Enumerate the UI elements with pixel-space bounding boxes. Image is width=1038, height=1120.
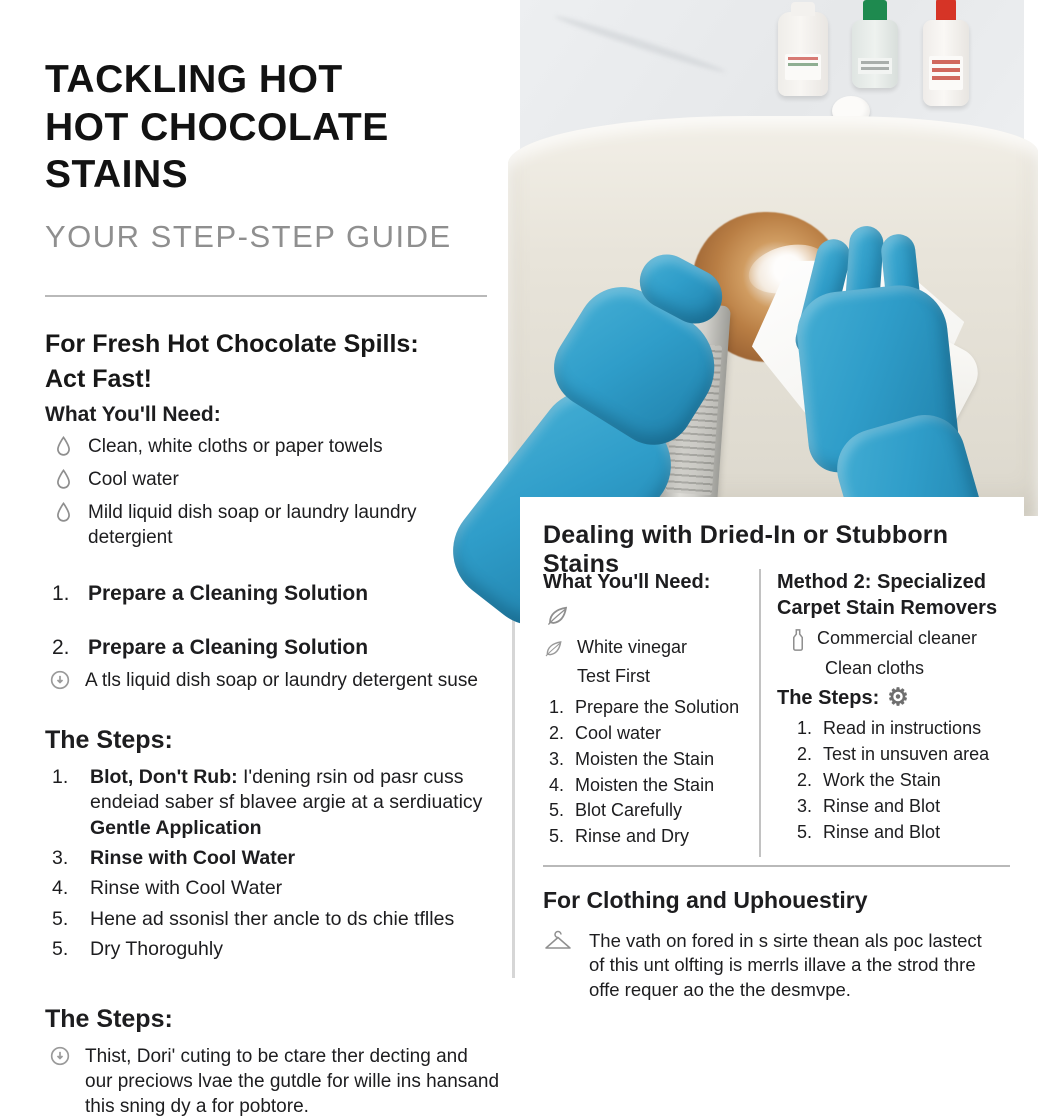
list-item: [543, 665, 759, 688]
clothing-heading: For Clothing and Uphouestiry: [543, 887, 868, 913]
step-item: 5. Dry Thoroguhly: [52, 938, 223, 961]
list-item-label: Cool water: [88, 468, 179, 490]
hanger-icon: [543, 931, 573, 953]
stubborn-heading: Dealing with Dried-In or Stubborn Stains: [543, 521, 949, 578]
step-item: [52, 765, 520, 841]
steps-heading: The Steps:: [45, 726, 173, 755]
gear-icon: ⚙: [887, 684, 909, 712]
droplet-icon: [55, 436, 72, 457]
cleaning-photo: [520, 0, 1024, 497]
fresh-spills-heading: For Fresh Hot Chocolate Spills: Act Fast!: [45, 329, 419, 393]
step-item: 3. Rinse with Cool Water: [52, 847, 296, 870]
step-text: Blot, Don't Rub: I'dening rsin od pasr cuss endeiad saber sf blavee argie at a serdiuaticy Gentle Application: [90, 766, 483, 839]
circled-arrow-icon: [50, 670, 70, 690]
step-item: 2. Test in unsuven area: [797, 744, 990, 765]
list-item-label: Commercial cleaner: [817, 628, 978, 648]
step-item: 5. Blot Carefully: [549, 800, 683, 821]
step-item: 5. Hene ad ssonisl ther ancle to ds chie tflles: [52, 907, 455, 930]
leaf-icon: [545, 603, 571, 627]
page-subtitle: YOUR STEP-STEP GUIDE: [45, 218, 452, 254]
bottle-label: [785, 54, 821, 80]
soap-note: [50, 668, 520, 693]
numbered-item: [52, 634, 520, 661]
list-item: [791, 657, 1011, 680]
item-number: 2.: [52, 636, 70, 660]
title-line-2: HOT CHOCOLATE STAINS: [45, 105, 389, 197]
marble-vein: [553, 12, 727, 75]
step-item: 1. Prepare the Solution: [549, 696, 740, 717]
final-note: [50, 1044, 520, 1120]
step-item: 4. Moisten the Stain: [549, 774, 715, 795]
droplet-icon: [55, 502, 72, 523]
list-item-label: Clean cloths: [825, 658, 925, 678]
numbered-item: [52, 580, 520, 607]
final-steps-heading: The Steps:: [45, 1004, 173, 1033]
step-item: 1. Read in instructions: [797, 718, 982, 739]
step-item: 2. Cool water: [549, 722, 662, 743]
two-column-area: [543, 569, 1013, 857]
step-item: 3. Rinse and Blot: [797, 796, 941, 817]
method2-steps-heading: The Steps: ⚙: [777, 684, 909, 712]
list-item: [543, 636, 759, 659]
step-item: 5. Rinse and Dry: [549, 826, 690, 847]
list-item: [791, 627, 1011, 651]
horizontal-divider: [45, 295, 487, 297]
clothing-note-text: The vath on fored in s sirte thean als poc lastect of this unt olfting is merrls illave a the strod thre offe requer ao the the desmvpe.: [589, 930, 982, 1000]
vinegar-bottle: [852, 20, 898, 88]
list-item: [55, 434, 520, 459]
droplet-icon: [55, 469, 72, 490]
bottle-icon: [791, 629, 805, 651]
need-column: [543, 569, 759, 857]
leaf-icon: [543, 638, 565, 658]
method2-heading: Method 2: Specialized Carpet Stain Removers: [777, 571, 998, 619]
method2-column: [761, 569, 1011, 857]
step-item: 5. Rinse and Blot: [797, 822, 941, 843]
list-item-label: Clean, white cloths or paper towels: [88, 435, 383, 457]
item-label: Prepare a Cleaning Solution: [88, 636, 369, 660]
soap-note-text: A tls liquid dish soap or laundry detergent suse: [85, 669, 478, 691]
stubborn-stains-panel: [520, 497, 1024, 1024]
need-heading: What You'll Need:: [45, 402, 221, 426]
list-item-label: Mild liquid dish soap or laundry laundry detergient: [88, 501, 417, 548]
list-item-label: Test First: [577, 666, 651, 687]
final-note-text: Thist, Dori' cuting to be ctare ther decting and our preciows lvae the gutdle for wille ins hansand this sning dy a for pobtore.: [85, 1045, 500, 1118]
bottle-label: [929, 56, 963, 90]
need-column-heading: What You'll Need:: [543, 571, 711, 593]
step-item: 2. Work the Stain: [797, 770, 941, 791]
red-cap-bottle: [923, 20, 969, 106]
list-item: [55, 500, 520, 550]
item-label: Prepare a Cleaning Solution: [88, 582, 369, 606]
horizontal-divider: [543, 865, 1010, 867]
bottle-label: [858, 58, 892, 74]
item-number: 1.: [52, 582, 70, 606]
circled-arrow-icon: [50, 1046, 70, 1066]
list-item: [55, 467, 520, 492]
page-title: [45, 56, 520, 199]
step-item: 3. Moisten the Stain: [549, 748, 715, 769]
title-line-1: TACKLING HOT: [45, 58, 343, 101]
white-bottle: [778, 12, 828, 96]
list-item-label: White vinegar: [577, 637, 688, 657]
clothing-note: [543, 929, 1011, 1002]
step-number: 1.: [52, 766, 69, 789]
step-item: 4. Rinse with Cool Water: [52, 877, 283, 900]
